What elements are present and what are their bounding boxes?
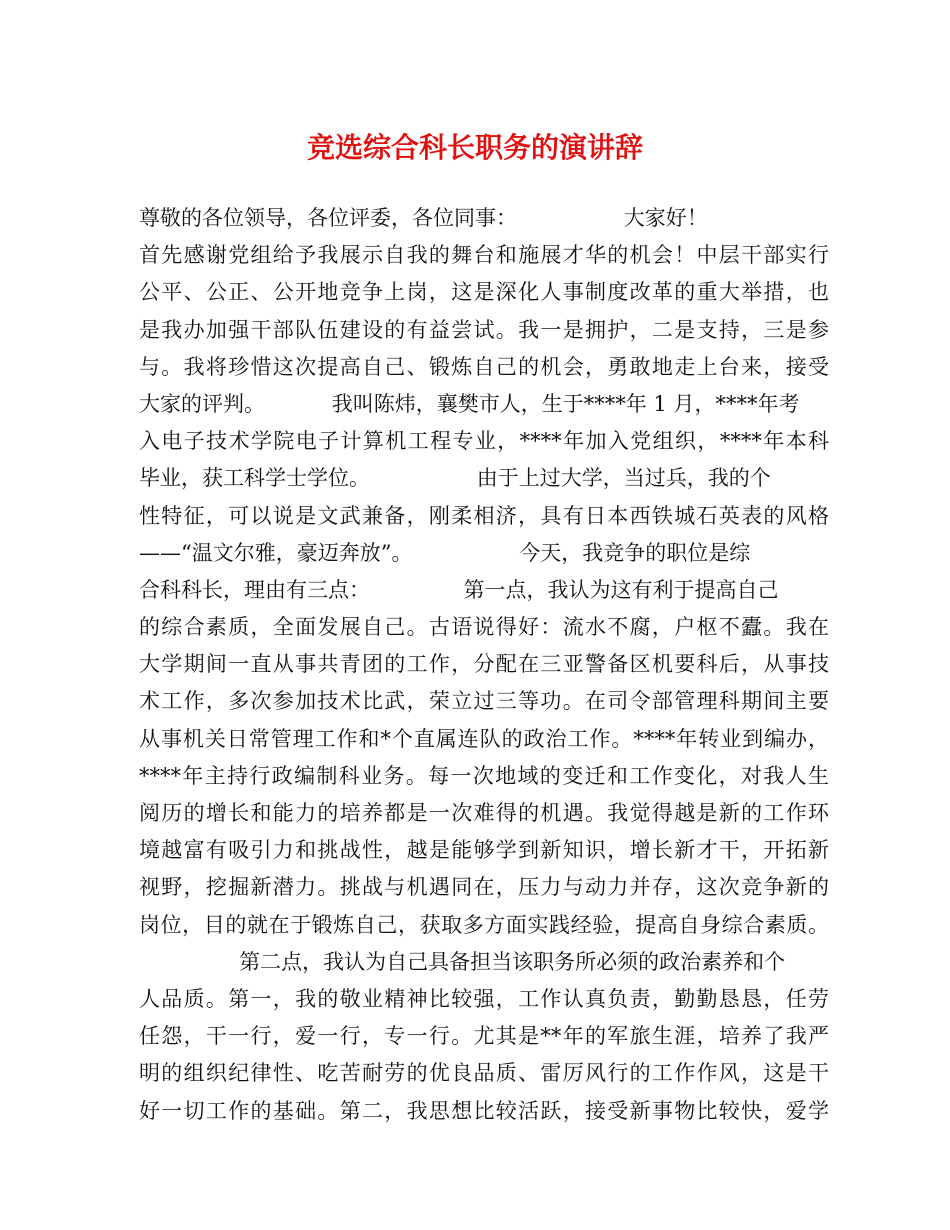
body-line: 明的组织纪律性、吃苦耐劳的优良品质、雷厉风行的工作作风，这是干 [139,1061,829,1086]
body-line: 从事机关日常管理工作和*个直属连队的政治工作。****年转业到编办， [139,726,829,751]
body-line: 与。我将珍惜这次提高自己、锻炼自己的机会，勇敢地走上台来，接受 [139,354,829,379]
body-line: 第二点，我认为自己具备担当该职务所必须的政治素养和个 [139,949,786,974]
body-line: 公平、公正、公开地竞争上岗，这是深化人事制度改革的重大举措，也 [139,280,829,305]
body-line: 性特征，可以说是文武兼备，刚柔相济，具有日本西铁城石英表的风格 [139,503,829,528]
body-line: 术工作，多次参加技术比武，荣立过三等功。在司令部管理科期间主要 [139,689,829,714]
body-line: 视野，挖掘新潜力。挑战与机遇同在，压力与动力并存，这次竞争新的 [139,875,829,900]
body-line: 大家的评判。 我叫陈炜，襄樊市人，生于****年 1 月，****年考 [139,391,800,416]
body-line: 的综合素质，全面发展自己。古语说得好：流水不腐，户枢不蠹。我在 [139,615,829,640]
body-line: 入电子技术学院电子计算机工程专业，****年加入党组织，****年本科 [139,429,829,454]
body-line: 好一切工作的基础。第二，我思想比较活跃，接受新事物比较快，爱学 [139,1098,829,1123]
body-line: ****年主持行政编制科业务。每一次地域的变迁和工作变化，对我人生 [139,763,829,788]
body-line: 毕业，获工科学士学位。 由于上过大学，当过兵，我的个 [139,466,771,491]
body-line: 岗位，目的就在于锻炼自己，获取多方面实践经验，提高自身综合素质。 [139,912,829,937]
body-line: 合科科长，理由有三点： 第一点，我认为这有利于提高自己 [139,577,779,602]
body-line: 是我办加强干部队伍建设的有益尝试。我一是拥护，二是支持，三是参 [139,317,829,342]
body-line: ——“温文尔雅，豪迈奔放”。 今天，我竞争的职位是综 [139,540,751,565]
body-line: 人品质。第一，我的敬业精神比较强，工作认真负责，勤勤恳恳，任劳 [139,986,829,1011]
body-line: 首先感谢党组给予我展示自我的舞台和施展才华的机会！中层干部实行 [139,243,829,268]
body-line: 境越富有吸引力和挑战性，越是能够学到新知识，增长新才干，开拓新 [139,838,829,863]
body-line: 大学期间一直从事共青团的工作，分配在三亚警备区机要科后，从事技 [139,652,829,677]
body-line: 阅历的增长和能力的培养都是一次难得的机遇。我觉得越是新的工作环 [139,801,829,825]
document-title: 竞选综合科长职务的演讲辞 [306,131,643,164]
body-line: 尊敬的各位领导，各位评委，各位同事： 大家好！ [139,206,708,230]
document-body [139,200,829,1130]
body-line: 任怨，干一行，爱一行，专一行。尤其是**年的军旅生涯，培养了我严 [139,1024,829,1049]
